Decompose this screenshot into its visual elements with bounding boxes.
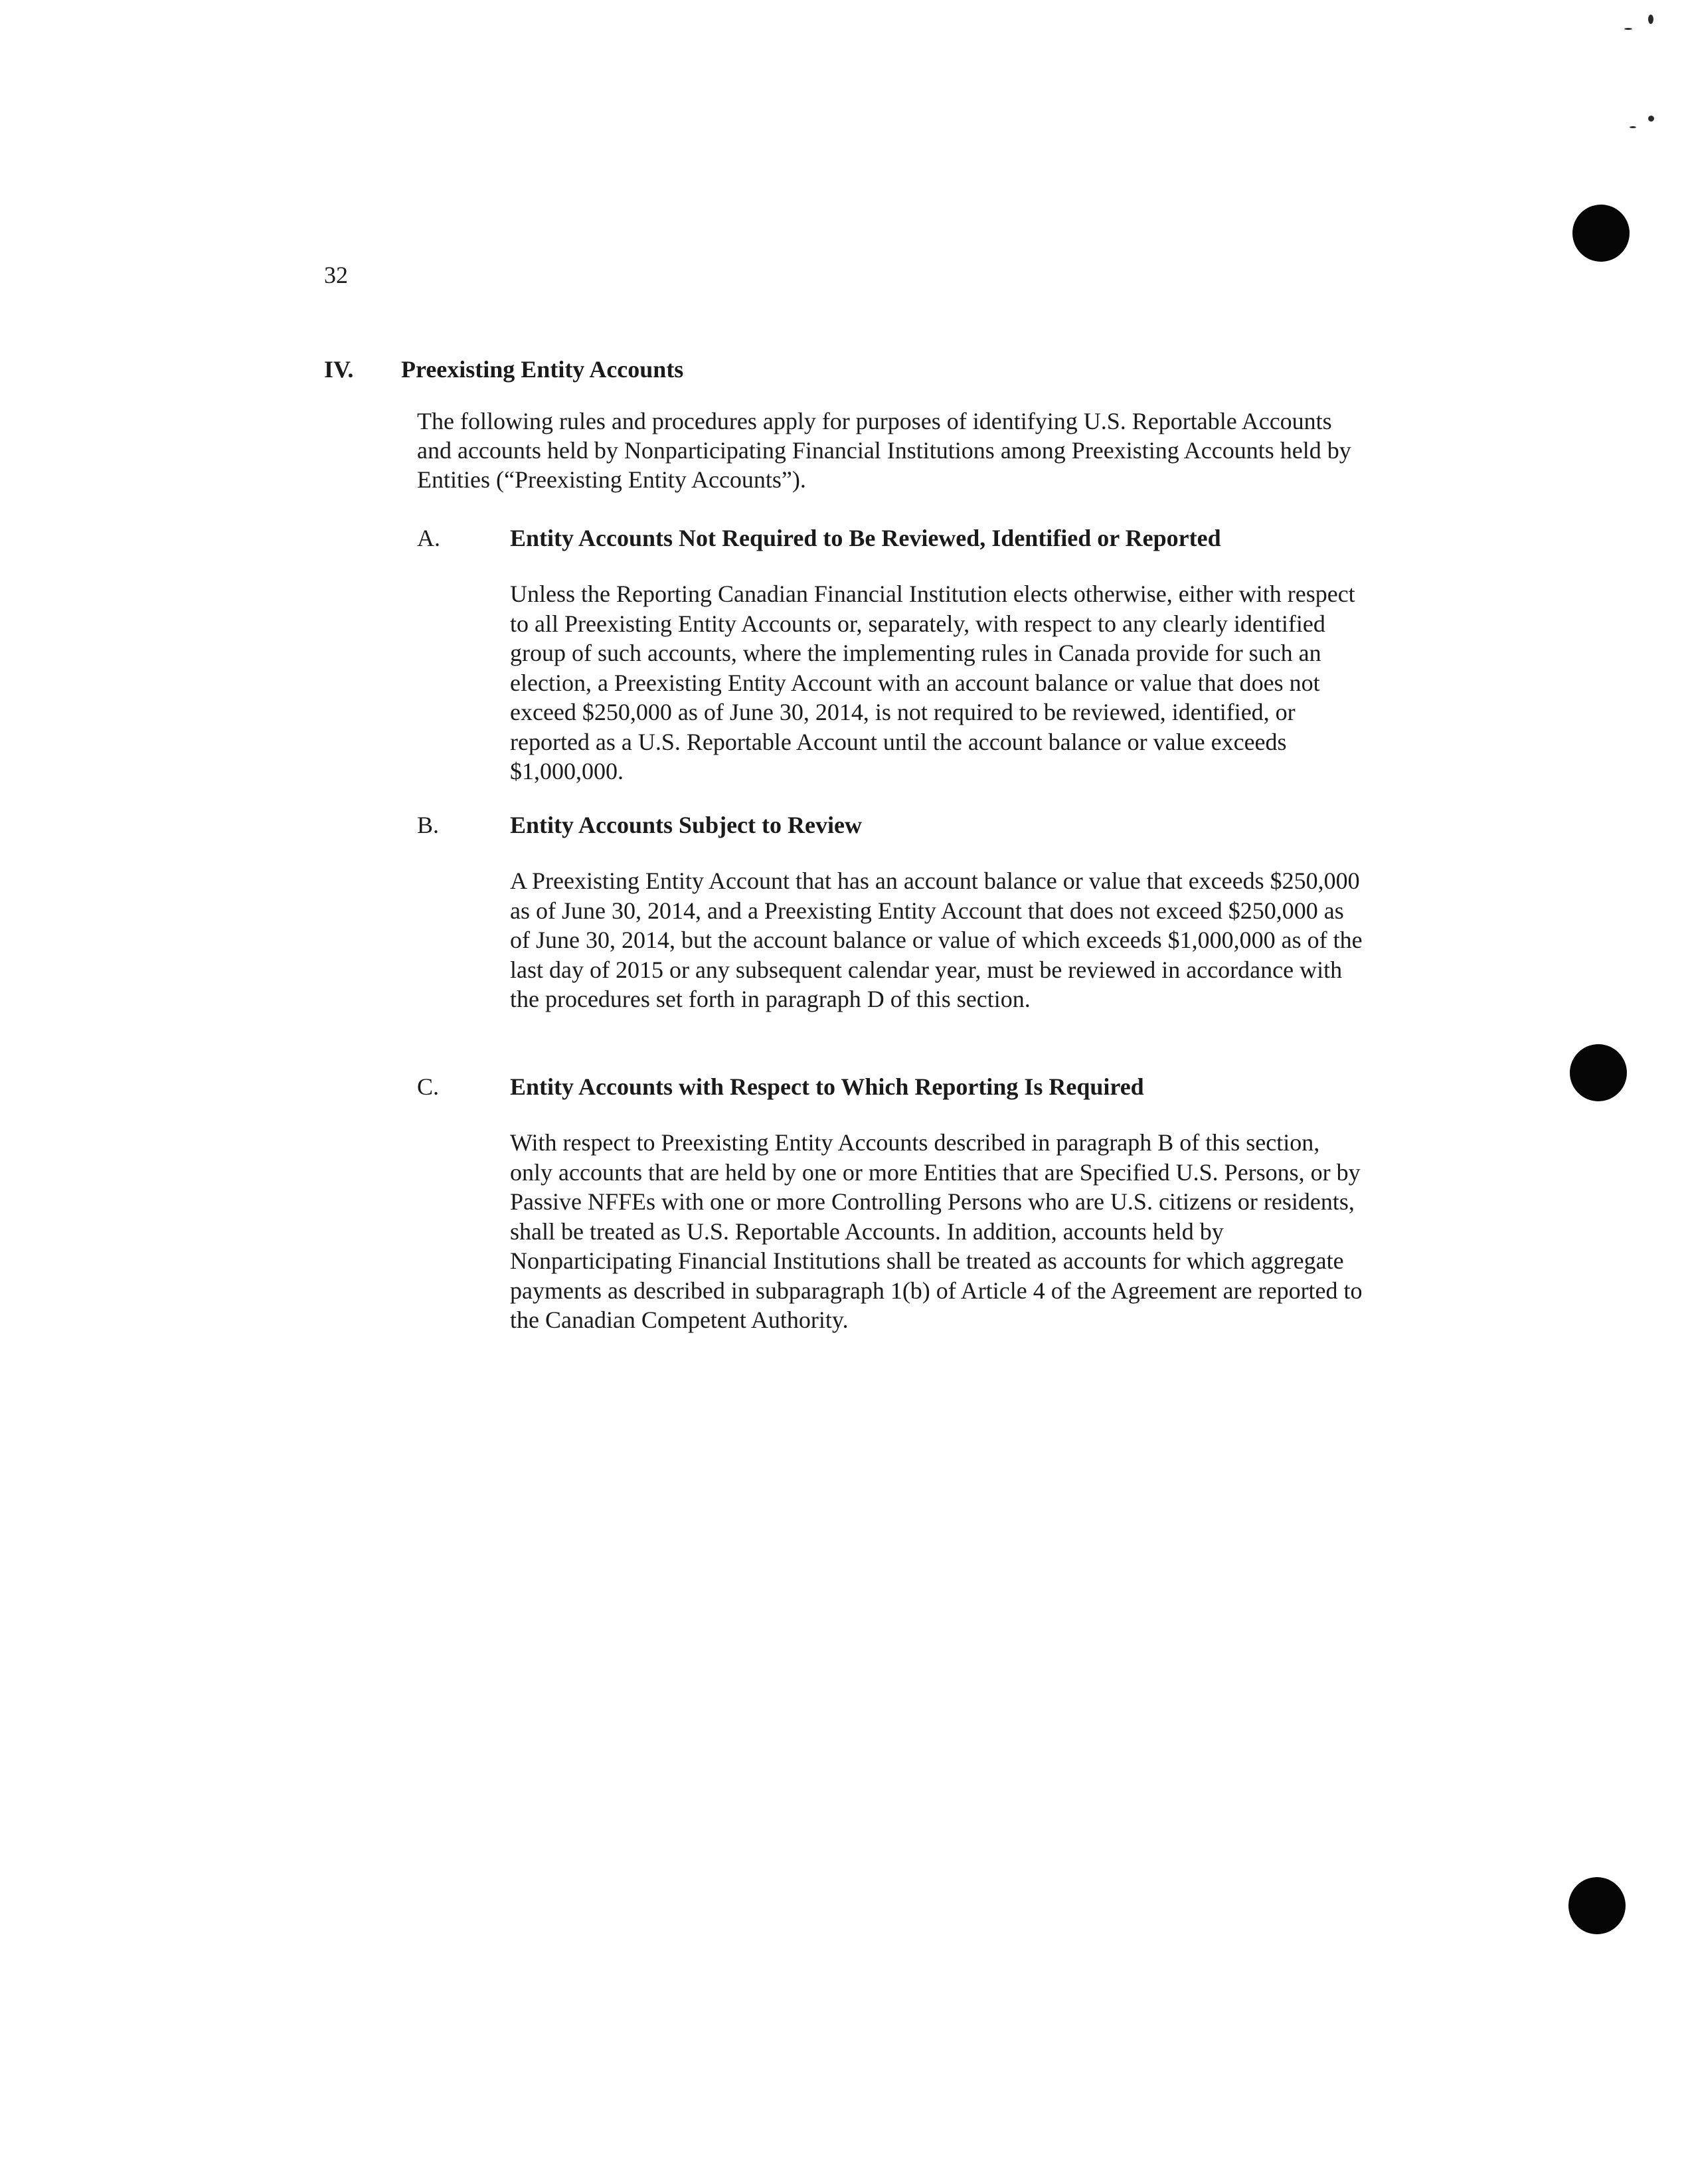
subsection-a-heading <box>417 522 1221 554</box>
scan-speck <box>1630 126 1636 128</box>
subsection-a-body: Unless the Reporting Canadian Financial Institution elects otherwise, either with respect to all Preexisting Entity Accounts or, separately, with respect to any clearly identified group of such accounts, where the implementing rules in Canada provide for such an election, a Preexisting Entity Account with an account balance or value that does not exceed $250,000 as of June 30, 2014, is not required to be reviewed, identified, or reported as a U.S. Reportable Account until the account balance or value exceeds $1,000,000. <box>510 581 1355 784</box>
subsection-c-title: Entity Accounts with Respect to Which Reporting Is Required <box>510 1073 1144 1100</box>
subsection-c-body: With respect to Preexisting Entity Accounts described in paragraph B of this section, only accounts that are held by one or more Entities that are Specified U.S. Persons, or by Passive NFFEs with one or more Controlling Persons who are U.S. citizens or residents, shall be treated as U.S. Reportable Accounts. In addition, accounts held by Nonparticipating Financial Institutions shall be treated as accounts for which aggregate payments as described in subparagraph 1(b) of Article 4 of the Agreement are reported to the Canadian Competent Authority. <box>510 1129 1363 1333</box>
subsection-a-letter: A. <box>417 525 440 551</box>
subsection-b-body: A Preexisting Entity Account that has an account balance or value that exceeds $250,000 as of June 30, 2014, and a Preexisting Entity Account that does not exceed $250,000 as of June 30, 2014, but the account balance or value of which exceeds $1,000,000 as of the last day of 2015 or any subsequent calendar year, must be reviewed in accordance with the procedures set forth in paragraph D of this section. <box>510 867 1363 1012</box>
subsection-b-heading <box>417 809 862 841</box>
punch-hole-middle <box>1570 1044 1627 1101</box>
section-heading <box>324 353 683 385</box>
punch-hole-bottom <box>1568 1877 1626 1934</box>
section-title: Preexisting Entity Accounts <box>401 356 684 383</box>
subsection-a-title: Entity Accounts Not Required to Be Reviewed, Identified or Reported <box>510 525 1221 551</box>
scan-speck <box>1624 28 1632 30</box>
page-number: 32 <box>324 262 348 288</box>
subsection-b-title: Entity Accounts Subject to Review <box>510 812 862 838</box>
subsection-c-letter: C. <box>417 1073 440 1100</box>
section-number: IV. <box>324 356 354 383</box>
scan-speck <box>1648 15 1653 24</box>
punch-hole-top <box>1572 205 1630 262</box>
subsection-b-letter: B. <box>417 812 440 838</box>
section-intro: The following rules and procedures apply for purposes of identifying U.S. Reportable Accounts and accounts held by Nonparticipating Financial Institutions among Preexisting Accounts held by Entities (“Preexisting Entity Accounts”). <box>417 408 1351 493</box>
scan-speck <box>1648 116 1654 122</box>
subsection-c-heading <box>417 1071 1144 1103</box>
